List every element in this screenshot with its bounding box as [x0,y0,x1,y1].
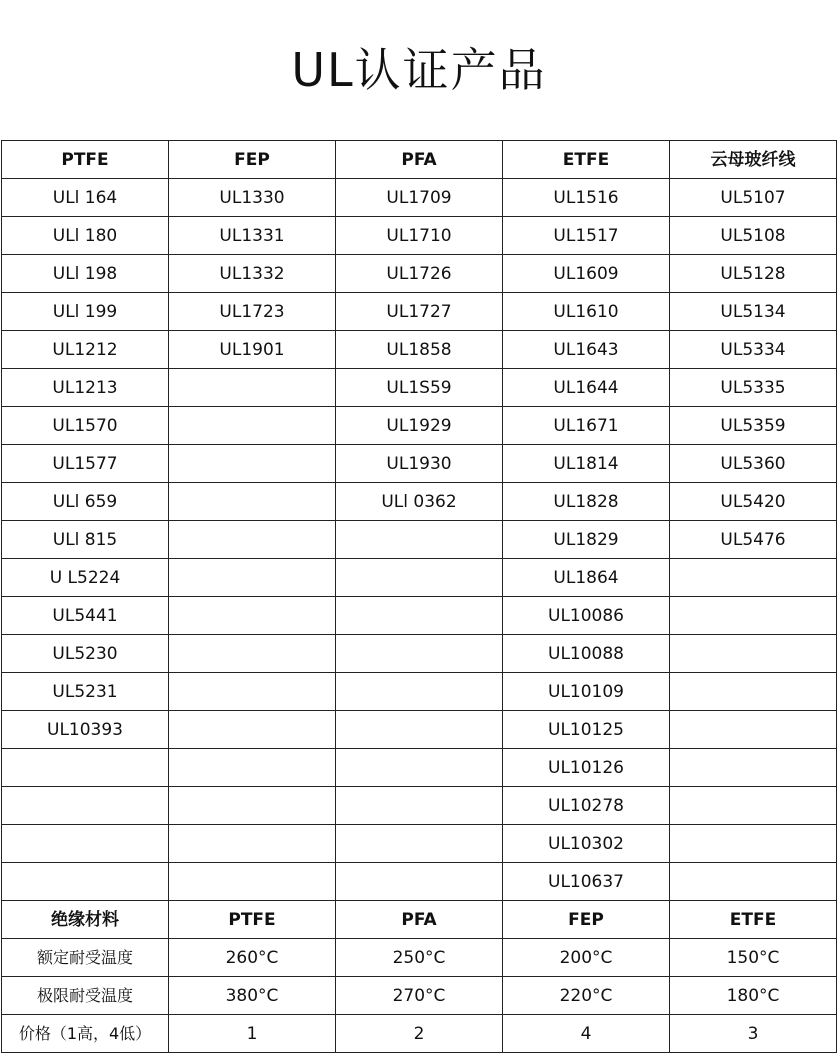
table-cell: ULl 0362 [336,483,503,521]
table-cell: PFA [336,141,503,179]
product-row [2,293,837,331]
table-cell: UL10088 [503,635,670,673]
table-cell [670,825,837,863]
table-cell: UL1726 [336,255,503,293]
product-row [2,407,837,445]
table-cell: UL1829 [503,521,670,559]
product-row [2,369,837,407]
product-row [2,863,837,901]
table-cell: U L5224 [2,559,169,597]
table-cell: 极限耐受温度 [2,977,169,1015]
table-cell: UL1644 [503,369,670,407]
table-cell [2,749,169,787]
table-cell: UL5359 [670,407,837,445]
table-cell [336,825,503,863]
table-cell [169,483,336,521]
table-cell: UL5334 [670,331,837,369]
table-cell: UL1864 [503,559,670,597]
table-cell [336,787,503,825]
table-cell: UL1710 [336,217,503,255]
product-row [2,255,837,293]
table-cell: UL1901 [169,331,336,369]
table-cell [169,825,336,863]
table-cell: 4 [503,1015,670,1053]
table-cell [169,369,336,407]
table-cell: FEP [169,141,336,179]
table-cell: UL1610 [503,293,670,331]
product-row [2,483,837,521]
product-row [2,559,837,597]
material-row [2,1015,837,1053]
table-cell: UL10109 [503,673,670,711]
page-title: UL认证产品 [291,43,547,97]
table-cell [670,711,837,749]
table-cell: UL5107 [670,179,837,217]
table-cell: 380°C [169,977,336,1015]
table-cell: UL1S59 [336,369,503,407]
table-cell: 250°C [336,939,503,977]
table-cell: PTFE [169,901,336,939]
table-cell: UL10637 [503,863,670,901]
material-row [2,977,837,1015]
table-cell [169,749,336,787]
table-cell: UL1930 [336,445,503,483]
product-row [2,787,837,825]
table-cell: UL1570 [2,407,169,445]
table-cell: 3 [670,1015,837,1053]
table-cell [670,559,837,597]
product-row [2,749,837,787]
table-cell [336,749,503,787]
table-cell: UL1858 [336,331,503,369]
table-cell: 200°C [503,939,670,977]
table-cell: 150°C [670,939,837,977]
table-cell: UL5335 [670,369,837,407]
table-cell [670,749,837,787]
table-cell: 260°C [169,939,336,977]
table-cell: UL10393 [2,711,169,749]
table-cell [336,597,503,635]
table-cell [670,635,837,673]
table-cell: 1 [169,1015,336,1053]
table-cell [336,521,503,559]
table-cell: UL1643 [503,331,670,369]
ul-product-table [1,140,837,1053]
table-cell: ULl 199 [2,293,169,331]
table-cell: UL1330 [169,179,336,217]
table-cell: UL5230 [2,635,169,673]
table-cell [169,559,336,597]
table-cell: 价格（1高，4低） [2,1015,169,1053]
table-cell: ULl 180 [2,217,169,255]
table-cell [670,863,837,901]
product-row [2,331,837,369]
table-cell: 额定耐受温度 [2,939,169,977]
table-cell: UL1723 [169,293,336,331]
product-row [2,825,837,863]
table-cell [670,787,837,825]
table-cell: 2 [336,1015,503,1053]
table-cell: UL1709 [336,179,503,217]
table-cell: UL5441 [2,597,169,635]
table-cell: UL10126 [503,749,670,787]
table-cell [2,825,169,863]
table-cell [670,673,837,711]
table-cell: UL1609 [503,255,670,293]
table-cell: UL1213 [2,369,169,407]
table-cell [169,863,336,901]
table-cell: UL1212 [2,331,169,369]
table-cell: ULl 164 [2,179,169,217]
table-cell [169,635,336,673]
table-cell [169,673,336,711]
table-cell: UL5476 [670,521,837,559]
table-cell: UL10086 [503,597,670,635]
material-header-row [2,901,837,939]
table-cell: UL1671 [503,407,670,445]
table-cell: UL5134 [670,293,837,331]
table-cell: ETFE [503,141,670,179]
table-cell: 云母玻纤线 [670,141,837,179]
table-cell: UL1332 [169,255,336,293]
table-cell [169,407,336,445]
table-cell: ULl 659 [2,483,169,521]
table-cell: UL1929 [336,407,503,445]
table-cell [336,559,503,597]
table-cell: UL1814 [503,445,670,483]
product-header-row [2,141,837,179]
table-cell: UL1577 [2,445,169,483]
table-cell: ETFE [670,901,837,939]
table-cell [169,597,336,635]
table-cell: UL5108 [670,217,837,255]
product-row [2,673,837,711]
table-cell: 180°C [670,977,837,1015]
table-cell: UL1828 [503,483,670,521]
table-cell: PTFE [2,141,169,179]
table-cell: UL10278 [503,787,670,825]
table-cell: 270°C [336,977,503,1015]
table-cell [670,597,837,635]
table-cell: ULl 198 [2,255,169,293]
product-row [2,179,837,217]
table-cell [169,521,336,559]
table-cell: ULl 815 [2,521,169,559]
table-cell: PFA [336,901,503,939]
table-cell: UL5128 [670,255,837,293]
product-row [2,521,837,559]
table-cell: UL1331 [169,217,336,255]
product-row [2,635,837,673]
table-cell: UL1727 [336,293,503,331]
product-row [2,597,837,635]
table-cell: UL1516 [503,179,670,217]
table-cell [169,711,336,749]
table-cell: UL5231 [2,673,169,711]
table-cell: UL10125 [503,711,670,749]
table-cell [169,787,336,825]
table-cell: 220°C [503,977,670,1015]
table-cell [336,711,503,749]
table-cell: UL1517 [503,217,670,255]
table-cell [2,863,169,901]
material-row [2,939,837,977]
table-cell [336,863,503,901]
product-row [2,445,837,483]
table-cell: UL10302 [503,825,670,863]
table-cell: 绝缘材料 [2,901,169,939]
table-cell [169,445,336,483]
product-row [2,711,837,749]
table-cell: FEP [503,901,670,939]
table-cell: UL5420 [670,483,837,521]
table-cell: UL5360 [670,445,837,483]
table-cell [336,635,503,673]
table-cell [336,673,503,711]
table-cell [2,787,169,825]
product-row [2,217,837,255]
